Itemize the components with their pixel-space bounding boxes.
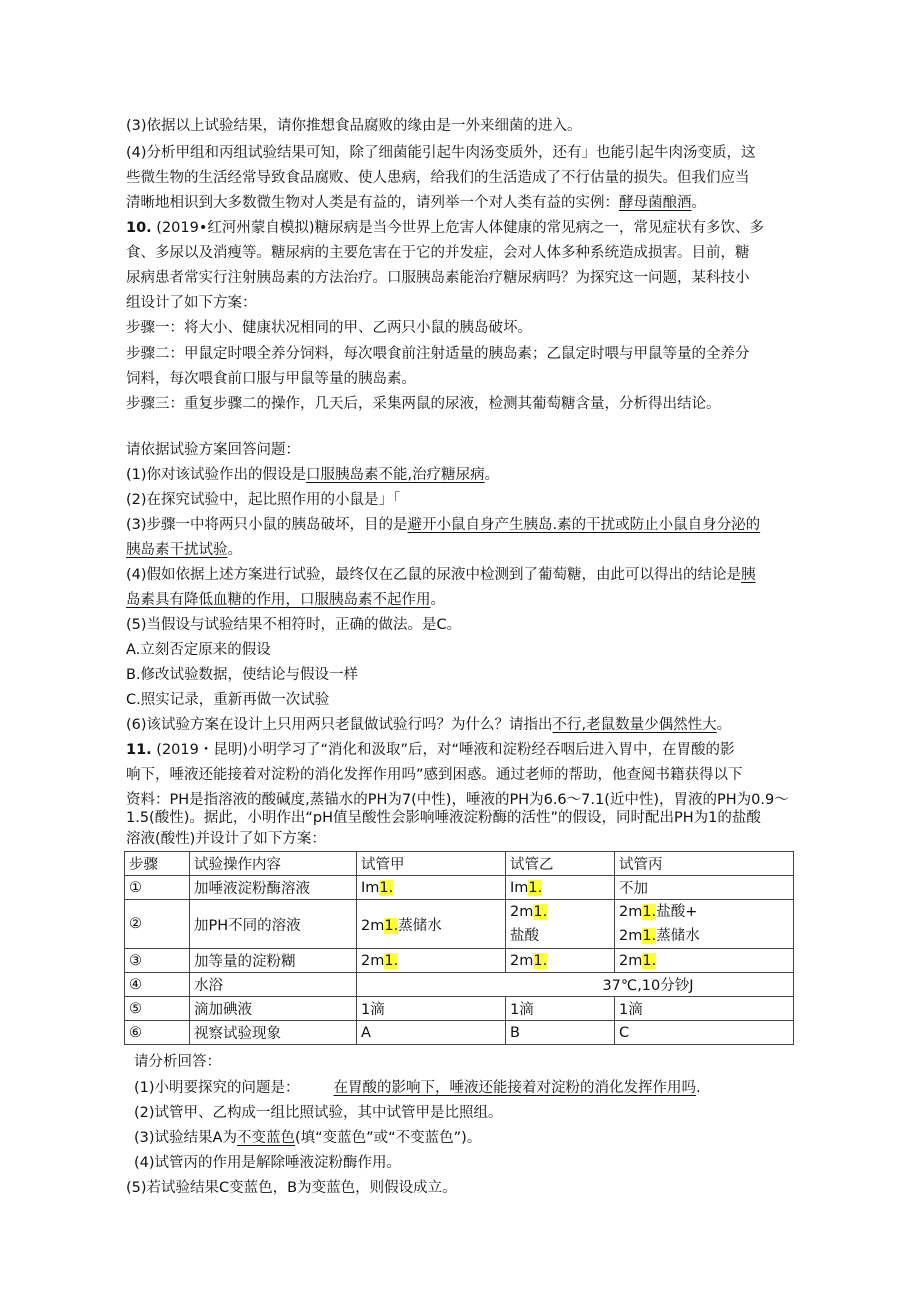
table-header-row: [125, 852, 794, 876]
table-cell: 加唾液淀粉酶溶液: [190, 876, 357, 900]
table-row: [125, 1021, 794, 1045]
table-row: [125, 949, 794, 973]
q11-answer4: (4)试管丙的作用是解除唾液淀粉酶作用。: [134, 1155, 402, 1171]
q10-answer3-line2: 胰岛素干扰试验。: [126, 542, 242, 558]
table-row: [125, 900, 794, 949]
q10-answer2: (2)在探究试验中，起比照作用的小鼠是」「: [126, 492, 401, 508]
q10-answer4-line1: (4)假如依据上述方案进行试验，最终仅在乙鼠的尿液中检测到了葡萄糖，由此可以得出的结论是胰: [126, 567, 756, 583]
table-row: [125, 997, 794, 1021]
table-row: [125, 973, 794, 997]
q10-line4: 组设计了如下方案：: [126, 295, 257, 311]
q10-step2-line1: 步骤二：甲鼠定时喂全养分饲料，每次喂食前注射适量的胰岛素；乙鼠定时喂与甲鼠等量的全养分: [126, 346, 750, 362]
q11-line3: 资料：PH是指溶液的酸碱度,蒸锚水的PH为7(中性)，唾液的PH为6.6～7.1(近中性)，胃液的PH为0.9～: [126, 792, 789, 808]
q11-line1: 11. (2019・昆明)小明学习了“消化和汲取”后，对“唾液和淀粉经吞咽后进入胃中，在胃酸的影: [126, 742, 735, 758]
q11-answer-intro: 请分析回答：: [134, 1054, 221, 1070]
q10-step3: 步骤三：重复步骤二的操作，几天后，采集两鼠的尿液，检测其葡萄糖含量，分析得出结论。: [126, 396, 721, 412]
table-header-cell: 试管乙: [506, 852, 615, 876]
q10-answer1: (1)你对该试验作出的假设是口服胰岛素不能,治疗糖尿病。: [126, 467, 500, 483]
q11-answer1: (1)小明要探究的问题是： 在胃酸的影响下，唾液还能接着对淀粉的消化发挥作用吗.: [134, 1080, 701, 1096]
table-cell: ⑥: [125, 1021, 190, 1045]
table-header-cell: 试管丙: [615, 852, 794, 876]
q10-answer5: (5)当假设与试验结果不相符时，正确的做法。是C。: [126, 617, 462, 633]
table-cell: ②: [125, 900, 190, 949]
table-header-cell: 试管甲: [357, 852, 506, 876]
table-cell: 2m1. 盐酸: [506, 900, 615, 949]
table-cell: 2m1.: [357, 949, 506, 973]
table-header-cell: 步骤: [125, 852, 190, 876]
table-cell: 1滴: [506, 997, 615, 1021]
table-cell: 1滴: [615, 997, 794, 1021]
table-cell: 37℃,10分钞J: [357, 973, 794, 997]
q9-part4-line3: 清晰地相识到大多数微生物对人类是有益的，请列举一个对人类有益的实例：酵母菌酿酒。: [126, 195, 706, 211]
table-cell: C: [615, 1021, 794, 1045]
q10-answer4-line2: 岛素具有降低血糖的作用，口服胰岛素不起作用。: [126, 592, 445, 608]
table-cell: 2m1.: [506, 949, 615, 973]
table-cell: ③: [125, 949, 190, 973]
table-cell: 加PH不同的溶液: [190, 900, 357, 949]
table-cell: 加等量的淀粉糊: [190, 949, 357, 973]
table-cell: 不加: [615, 876, 794, 900]
q10-answer6: (6)该试验方案在设计上只用两只老鼠做试验行吗？为什么？请指出不行,老鼠数量少偶然性大。: [126, 717, 732, 733]
q10-option-b: B.修改试验数据，使结论与假设一样: [126, 667, 359, 683]
q10-number: 10.: [126, 220, 152, 236]
q11-line5: 溶液(酸性)并设计了如下方案：: [126, 831, 326, 847]
table-cell: Im1.: [506, 876, 615, 900]
table-header-cell: 试验操作内容: [190, 852, 357, 876]
table-cell: ①: [125, 876, 190, 900]
q10-option-c: C.照实记录，重新再做一次试验: [126, 692, 330, 708]
q10-answer-intro: 请依据试验方案回答问题：: [126, 442, 300, 458]
q9-part4-line2: 些微生物的生活经常导致食品腐败、使人患病，给我们的生活造成了不行估量的损失。但我们应当: [126, 170, 750, 186]
experiment-table: [124, 851, 794, 1045]
q10-line3: 尿病患者常实行注射胰岛素的方法治疗。口服胰岛素能治疗糖尿病吗？为探究这一问题，某科技小: [126, 270, 750, 286]
q11-answer3: (3)试验结果A为不变蓝色(填“变蓝色”或“不变蓝色”)。: [134, 1130, 482, 1146]
table-cell: 滴加碘液: [190, 997, 357, 1021]
q11-answer5: (5)若试验结果C变蓝色，B为变蓝色，则假设成立。: [126, 1180, 457, 1196]
q10-answer3-line1: (3)步骤一中将两只小鼠的胰岛破坏，目的是避开小鼠自身产生胰岛.素的干扰或防止小鼠自身分泌的: [126, 517, 761, 533]
table-cell: 2m1.盐酸+ 2m1.蒸储水: [615, 900, 794, 949]
q10-option-a: A.立刻否定原来的假设: [126, 642, 271, 658]
table-cell: A: [357, 1021, 506, 1045]
table-row: [125, 876, 794, 900]
q11-line4: 1.5(酸性)。据此，小明作出“pH值呈酸性会影响唾液淀粉酶的活性”的假设，同时配出PH为1的盐酸: [126, 810, 761, 826]
q10-step1: 步骤一：将大小、健康状况相同的甲、乙两只小鼠的胰岛破坏。: [126, 320, 532, 336]
q10-step2-line2: 饲料，每次喂食前口服与甲鼠等量的胰岛素。: [126, 371, 416, 387]
q11-line2: 响下，唾液还能接着对淀粉的消化发挥作用吗”感到困惑。通过老师的帮助，他查阅书籍获得以下: [126, 767, 743, 783]
q9-part4-line1: (4)分析甲组和丙组试验结果可知，除了细菌能引起牛肉汤变质外，还有」也能引起牛肉汤变质，这: [126, 145, 756, 161]
q9-part3: (3)依据以上试验结果，请你推想食品腐败的缘由是一外来细菌的进入。: [126, 118, 582, 134]
table-cell: 2m1.: [615, 949, 794, 973]
q11-answer2: (2)试管甲、乙构成一组比照试验，其中试管甲是比照组。: [134, 1105, 503, 1121]
q11-number: 11.: [126, 742, 152, 758]
table-cell: 2m1.蒸储水: [357, 900, 506, 949]
table-cell: 水浴: [190, 973, 357, 997]
table-cell: 1滴: [357, 997, 506, 1021]
table-cell: 视察试验现象: [190, 1021, 357, 1045]
table-cell: ⑤: [125, 997, 190, 1021]
table-cell: B: [506, 1021, 615, 1045]
table-cell: Im1.: [357, 876, 506, 900]
q9-answer: 酵母菌酿酒: [619, 195, 692, 211]
table-cell: ④: [125, 973, 190, 997]
q10-line1: 10. (2019•红河州蒙自模拟)糖尿病是当今世界上危害人体健康的常见病之一，常见症状有多饮、多: [126, 220, 765, 236]
q10-line2: 食、多尿以及消瘦等。糖尿病的主要危害在于它的并发症，会对人体多种系统造成损害。目前，糖: [126, 245, 750, 261]
